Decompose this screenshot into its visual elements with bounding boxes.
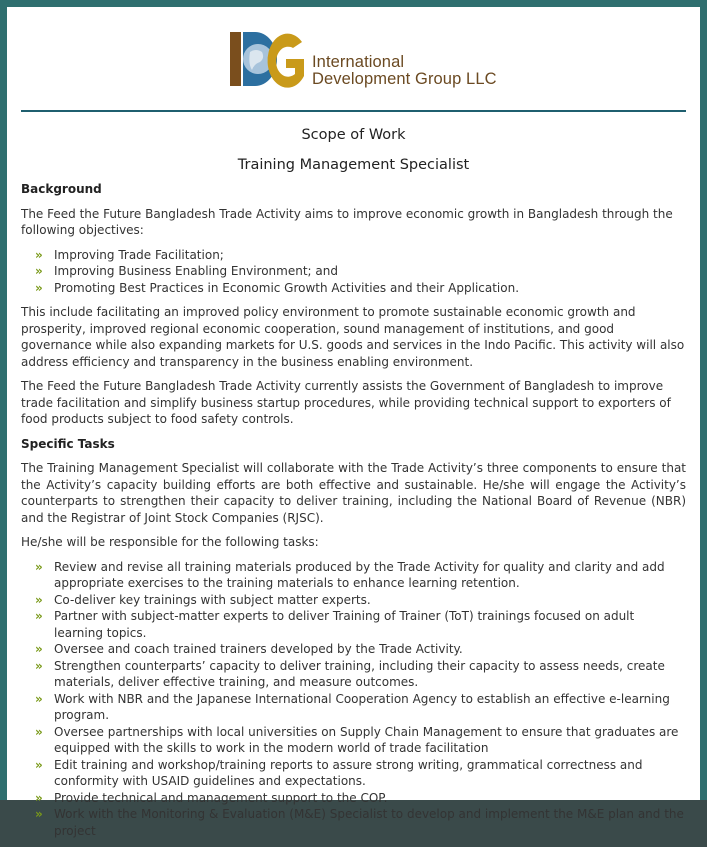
- idg-logo-mark: [230, 28, 310, 90]
- chevron-bullet-icon: »: [35, 658, 43, 673]
- chevron-bullet-icon: »: [35, 807, 43, 821]
- tasks-paragraph-1: The Training Management Specialist will collaborate with the Trade Activity’s three components to ensure that the Activity’s capacity building efforts are both effective and sustainable. He/she will engage the Activity’s counterparts to strengthen their capacity to deliver training, including the National Board of Revenue (NBR) and the Registrar of Joint Stock Companies (RJSC).: [21, 461, 686, 525]
- chevron-bullet-icon: »: [35, 559, 43, 574]
- list-item: » Promoting Best Practices in Economic Growth Activities and their Application.: [35, 280, 520, 295]
- chevron-bullet-icon: »: [35, 642, 43, 656]
- idg-logo: [230, 28, 497, 88]
- list-item: » Review and revise all training materials produced by the Trade Activity for quality and clarity and add appropriate exercises to the training materials to enhance learning retention.: [35, 559, 665, 590]
- list-item: » Work with NBR and the Japanese International Cooperation Agency to establish an effective e-learning program.: [35, 691, 670, 722]
- list-item: » Co-deliver key trainings with subject matter experts.: [35, 592, 371, 607]
- list-item: » Edit training and workshop/training reports to assure strong writing, grammatical correctness and conformity with USAID guidelines and expectations.: [35, 757, 643, 788]
- document-body: [21, 125, 686, 847]
- chevron-bullet-icon: »: [35, 757, 43, 772]
- chevron-bullet-icon: »: [35, 724, 43, 739]
- chevron-bullet-icon: »: [35, 592, 43, 607]
- list-item: » Provide technical and management support to the COP.: [35, 790, 388, 805]
- background-heading: Background: [21, 182, 102, 196]
- list-item: » Work with the Monitoring & Evaluation (M&E) Specialist to develop and implement the M&E plan and the project: [35, 807, 684, 838]
- chevron-bullet-icon: »: [35, 790, 43, 805]
- background-paragraph-2: This include facilitating an improved policy environment to promote sustainable economic growth and prosperity, improved regional economic cooperation, sound management of institutions, and good governance while also expanding markets for U.S. goods and services in the Indo Pacific. This activity will also address efficiency and transparency in the business enabling environment.: [21, 305, 685, 369]
- list-item: » Oversee partnerships with local universities on Supply Chain Management to ensure that graduates are equipped with the skills to work in the modern world of trade facilitation: [35, 724, 679, 755]
- document-subtitle: Training Management Specialist: [237, 157, 470, 173]
- header-divider: [21, 110, 686, 112]
- chevron-bullet-icon: »: [35, 280, 43, 295]
- document-title: Scope of Work: [301, 127, 406, 143]
- specific-tasks-heading: Specific Tasks: [21, 436, 115, 451]
- org-name-line1: International: [312, 53, 405, 71]
- chevron-bullet-icon: »: [35, 609, 43, 623]
- chevron-bullet-icon: »: [35, 691, 43, 706]
- list-item: » Partner with subject-matter experts to deliver Training of Trainer (ToT) trainings focused on adult learning topics.: [35, 609, 635, 640]
- list-item: » Strengthen counterparts’ capacity to deliver training, including their capacity to assess needs, create materials, deliver effective training, and measure outcomes.: [35, 658, 665, 689]
- chevron-bullet-icon: »: [35, 264, 43, 278]
- document-page: [7, 7, 700, 838]
- chevron-bullet-icon: »: [35, 247, 43, 262]
- list-item: » Oversee and coach trained trainers developed by the Trade Activity.: [35, 642, 463, 656]
- list-item: » Improving Trade Facilitation;: [35, 247, 224, 262]
- tasks-list: [21, 559, 686, 840]
- objectives-list: [21, 247, 686, 297]
- list-item: » Improving Business Enabling Environment; and: [35, 264, 338, 278]
- background-paragraph-1: The Feed the Future Bangladesh Trade Activity aims to improve economic growth in Bangladesh through the following objectives:: [21, 206, 673, 237]
- background-paragraph-3: The Feed the Future Bangladesh Trade Activity currently assists the Government of Bangladesh to improve trade facilitation and simplify business startup procedures, while providing technical support to exporters of food products subject to food safety controls.: [21, 379, 671, 426]
- tasks-paragraph-2: He/she will be responsible for the following tasks:: [21, 535, 319, 549]
- org-name-line2: Development Group LLC: [312, 70, 497, 88]
